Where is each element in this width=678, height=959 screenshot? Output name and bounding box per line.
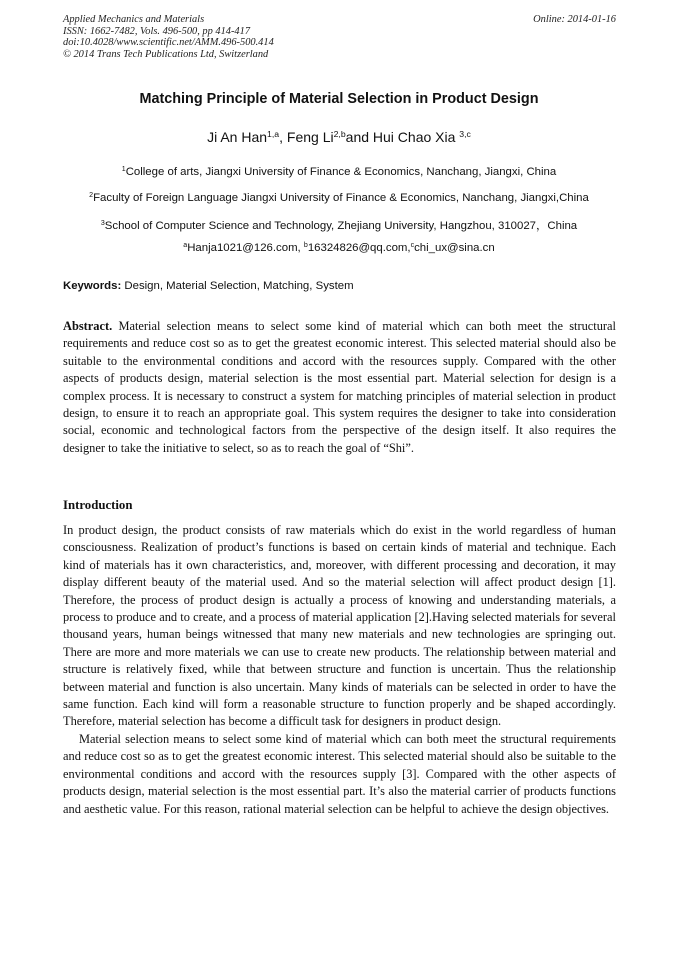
- author-sup: 2,b: [333, 128, 346, 139]
- email-link[interactable]: Hanja1021@126.com,: [187, 242, 304, 254]
- author-name: Hui Chao Xia: [372, 129, 460, 145]
- email-list: [0, 242, 678, 254]
- copyright-line: © 2014 Trans Tech Publications Ltd, Switzerland: [63, 48, 269, 60]
- abstract: [63, 318, 616, 457]
- introduction-body: [63, 522, 616, 818]
- aff-sup: 2: [89, 191, 94, 199]
- aff-text: Faculty of Foreign Language Jiangxi University of Finance & Economics, Nanchang, Jiangxi,China: [93, 192, 589, 204]
- aff-text: School of Computer Science and Technology, Zhejiang University, Hangzhou, 310027，China: [104, 220, 578, 232]
- doi-line: doi:10.4028/www.scientific.net/AMM.496-500.414: [63, 37, 274, 49]
- paragraph: In product design, the product consists of raw materials which do exist in the world regardless of human consciousness. Realization of product’s functions is based on certain kinds of material and technique. Each kind of materials has it own characteristics, and, moreover, with different processing and decoration, it may display different beauty of the material used. And so the material selection will affect product design [1]. Therefore, the process of product design is actually a process of knowing and understanding materials, a process to produce and to create, and a process of material application [2].Having selected materials for several thousand years, human beings witnessed that many new materials and new technologies are springing out. There are more and more materials we can use to create new products. The relationship between material and structure is relatively fixed, while that between structure and function is uncertain. Thus the relationship between material and function is also uncertain. Many kinds of materials can be selected in order to have the same function. Each kind will form a reasonable structure to function properly and be shaped accordingly. Therefore, material selection has become a difficult task for designers in product design.: [63, 523, 616, 729]
- author-sup: 3,c: [459, 128, 471, 139]
- running-header: [63, 14, 616, 60]
- author-name: Ji An Han: [207, 129, 268, 145]
- author-name: Feng Li: [286, 129, 334, 145]
- email-sup: b: [303, 241, 308, 249]
- email-link[interactable]: chi_ux@sina.cn: [414, 242, 495, 254]
- section-heading-introduction: Introduction: [63, 498, 133, 512]
- journal-name: Applied Mechanics and Materials: [63, 14, 205, 25]
- author-list: [0, 129, 678, 145]
- author-sep: and: [345, 129, 373, 145]
- keywords-text: Design, Material Selection, Matching, System: [121, 280, 354, 292]
- paragraph: Material selection means to select some kind of material which can both meet the structural requirements and reduce cost so as to get the greatest economic interest. This selected material should also be suitable to the environmental conditions and accord with the resources supply [3]. Compared with the other aspects of products design, material selection is the most essential part. It’s also the material carrier of products functions and aesthetic value. For this reason, rational material selection can be helpful to achieve the design objectives.: [63, 731, 616, 816]
- aff-sup: 3: [100, 219, 105, 227]
- email-sup: a: [183, 241, 188, 249]
- online-date: Online: 2014-01-16: [533, 14, 616, 25]
- author-sep: ,: [279, 129, 287, 145]
- issn-line: ISSN: 1662-7482, Vols. 496-500, pp 414-417: [63, 25, 251, 37]
- author-sup: 1,a: [267, 128, 280, 139]
- email-sup: c: [410, 241, 415, 249]
- abstract-label: Abstract.: [63, 319, 113, 333]
- aff-text: College of arts, Jiangxi University of Finance & Economics, Nanchang, Jiangxi, China: [125, 166, 557, 178]
- paper-title: Matching Principle of Material Selection in Product Design: [139, 91, 539, 107]
- keywords-label: Keywords:: [63, 280, 122, 292]
- aff-sup: 1: [121, 165, 126, 173]
- email-link[interactable]: 16324826@qq.com,: [307, 242, 411, 254]
- keywords: [63, 280, 616, 292]
- affiliation-1: [0, 166, 678, 178]
- affiliation-3: [0, 217, 678, 233]
- affiliation-2: [0, 192, 678, 204]
- abstract-text: Material selection means to select some kind of material which can both meet the structural requirements and reduce cost so as to get the greatest economic interest. This selected material should also be suitable to the environmental conditions and accord with the resources supply. Compared with the other aspects of products design, material selection is the most essential part. Material selection for design is a complex process. It is necessary to construct a system for matching principles of material selection in product design, to ensure it to reach an appropriate goal. This system requires the designer to take into consideration social, economic and technological factors from the perspective of the design itself. It also requires the designer to take the initiative to select, so as to reach the goal of “Shi”.: [63, 319, 616, 455]
